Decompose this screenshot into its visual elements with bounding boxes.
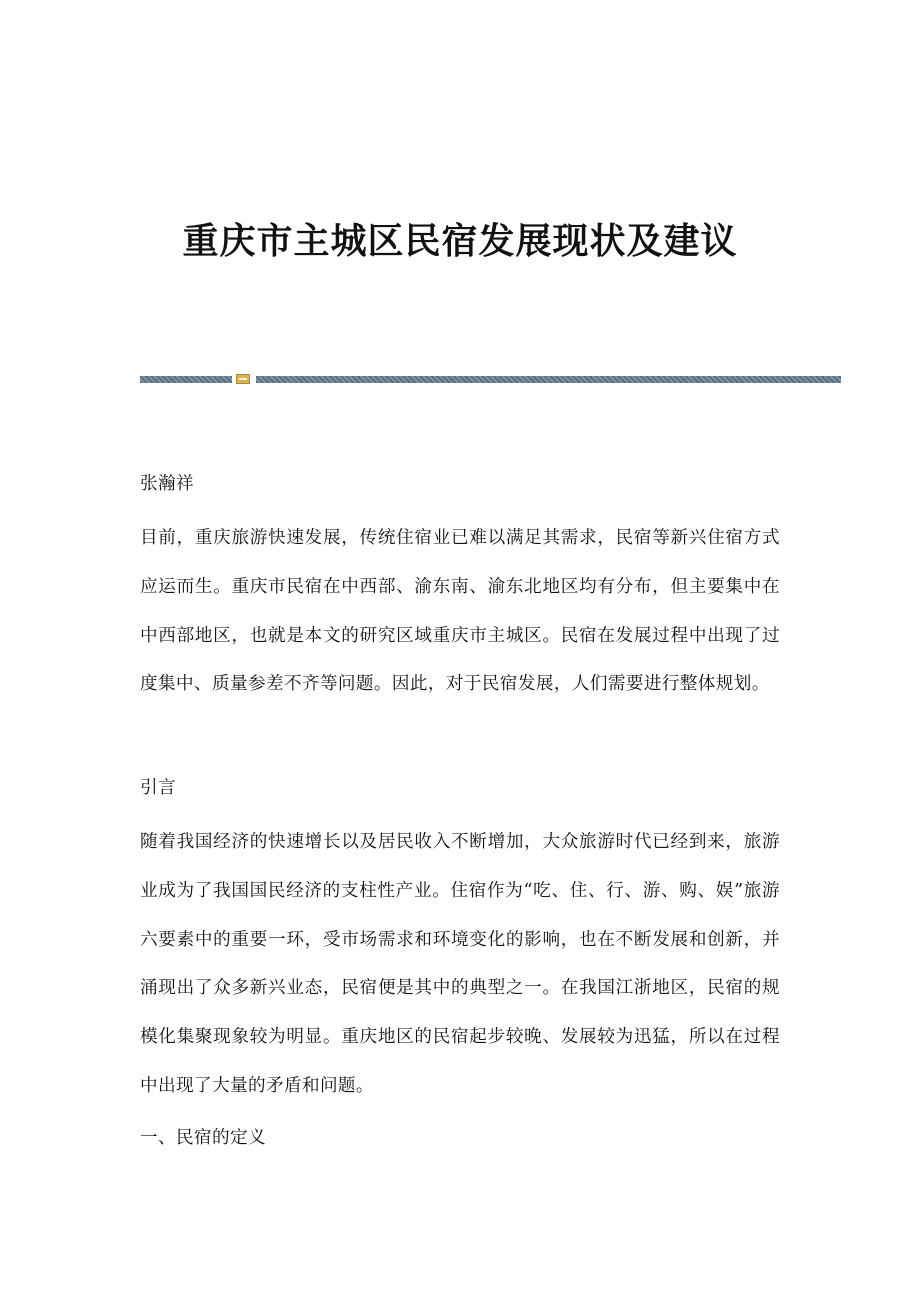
author-name: 张瀚祥 bbox=[140, 474, 194, 494]
divider-bar-left bbox=[140, 376, 232, 383]
paragraph-abstract: 目前，重庆旅游快速发展，传统住宿业已难以满足其需求，民宿等新兴住宿方式应运而生。重庆市民宿在中西部、渝东南、渝东北地区均有分布，但主要集中在中西部地区，也就是本文的研究区域重庆市主城区。民宿在发展过程中出现了过度集中、质量参差不齐等问题。因此，对于民宿发展，人们需要进行整体规划。 bbox=[140, 528, 780, 695]
divider-ornament-icon bbox=[236, 374, 250, 384]
paragraph-introduction: 随着我国经济的快速增长以及居民收入不断增加，大众旅游时代已经到来，旅游业成为了我国国民经济的支柱性产业。住宿作为“吃、住、行、游、购、娱”旅游六要素中的重要一环，受市场需求和环境变化的影响，也在不断发展和创新，并涌现出了众多新兴业态，民宿便是其中的典型之一。在我国江浙地区，民宿的规模化集聚现象较为明显。重庆地区的民宿起步较晚、发展较为迅猛，所以在过程中出现了大量的矛盾和问题。 bbox=[140, 832, 780, 1096]
divider-bar-right bbox=[256, 376, 841, 383]
title-divider bbox=[140, 374, 841, 384]
heading-section-1: 一、民宿的定义 bbox=[140, 1128, 266, 1148]
page-title: 重庆市主城区民宿发展现状及建议 bbox=[182, 220, 738, 262]
heading-introduction: 引言 bbox=[140, 778, 176, 798]
